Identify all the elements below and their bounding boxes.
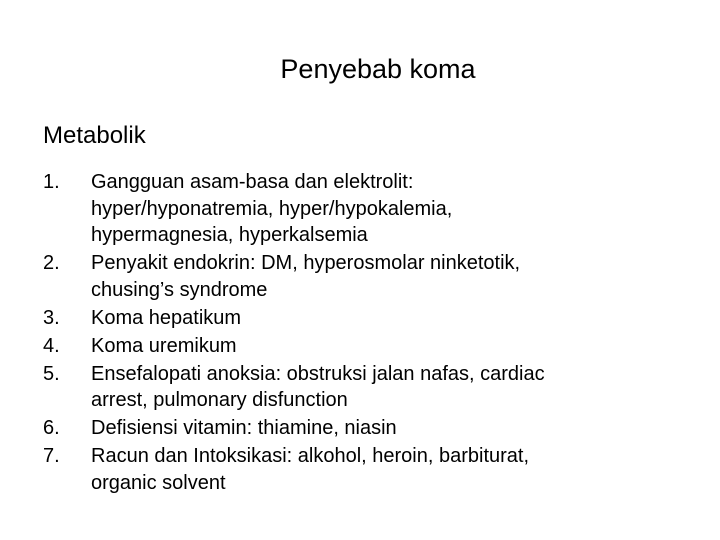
list-item-number: 1. (43, 171, 60, 193)
list-item-number: 6. (43, 417, 60, 439)
list-item-number: 5. (43, 362, 60, 385)
list-item-number: 7. (43, 445, 60, 467)
slide-title: Penyebab koma (280, 54, 476, 84)
list-item-text: Gangguan asam-basa dan elektrolit: hyper/hyponatremia, hyper/hypokalemia, hypermagnesia, hyperkalsemia (91, 171, 453, 246)
list-item-text: Racun dan Intoksikasi: alkohol, heroin, barbiturat, organic solvent (91, 445, 530, 494)
list-item (43, 361, 703, 414)
list-item-number: 3. (43, 306, 60, 329)
list-item-text: Koma uremikum (91, 334, 237, 357)
list-item-text: Koma hepatikum (91, 306, 242, 329)
list-item (43, 305, 703, 332)
slide-title-container (0, 51, 720, 87)
list-item (43, 415, 703, 442)
list-item-number: 4. (43, 334, 60, 357)
list-item-text: Defisiensi vitamin: thiamine, niasin (91, 417, 397, 439)
cause-list (43, 169, 703, 498)
list-item (43, 250, 703, 303)
list-item (43, 333, 703, 360)
list-item-text: Penyakit endokrin: DM, hyperosmolar ninketotik, chusing’s syndrome (91, 252, 521, 301)
list-item (43, 169, 703, 249)
list-item (43, 443, 703, 496)
list-item-number: 2. (43, 252, 60, 274)
section-heading: Metabolik (43, 122, 146, 149)
list-item-text: Ensefalopati anoksia: obstruksi jalan nafas, cardiac arrest, pulmonary disfunction (91, 362, 545, 411)
